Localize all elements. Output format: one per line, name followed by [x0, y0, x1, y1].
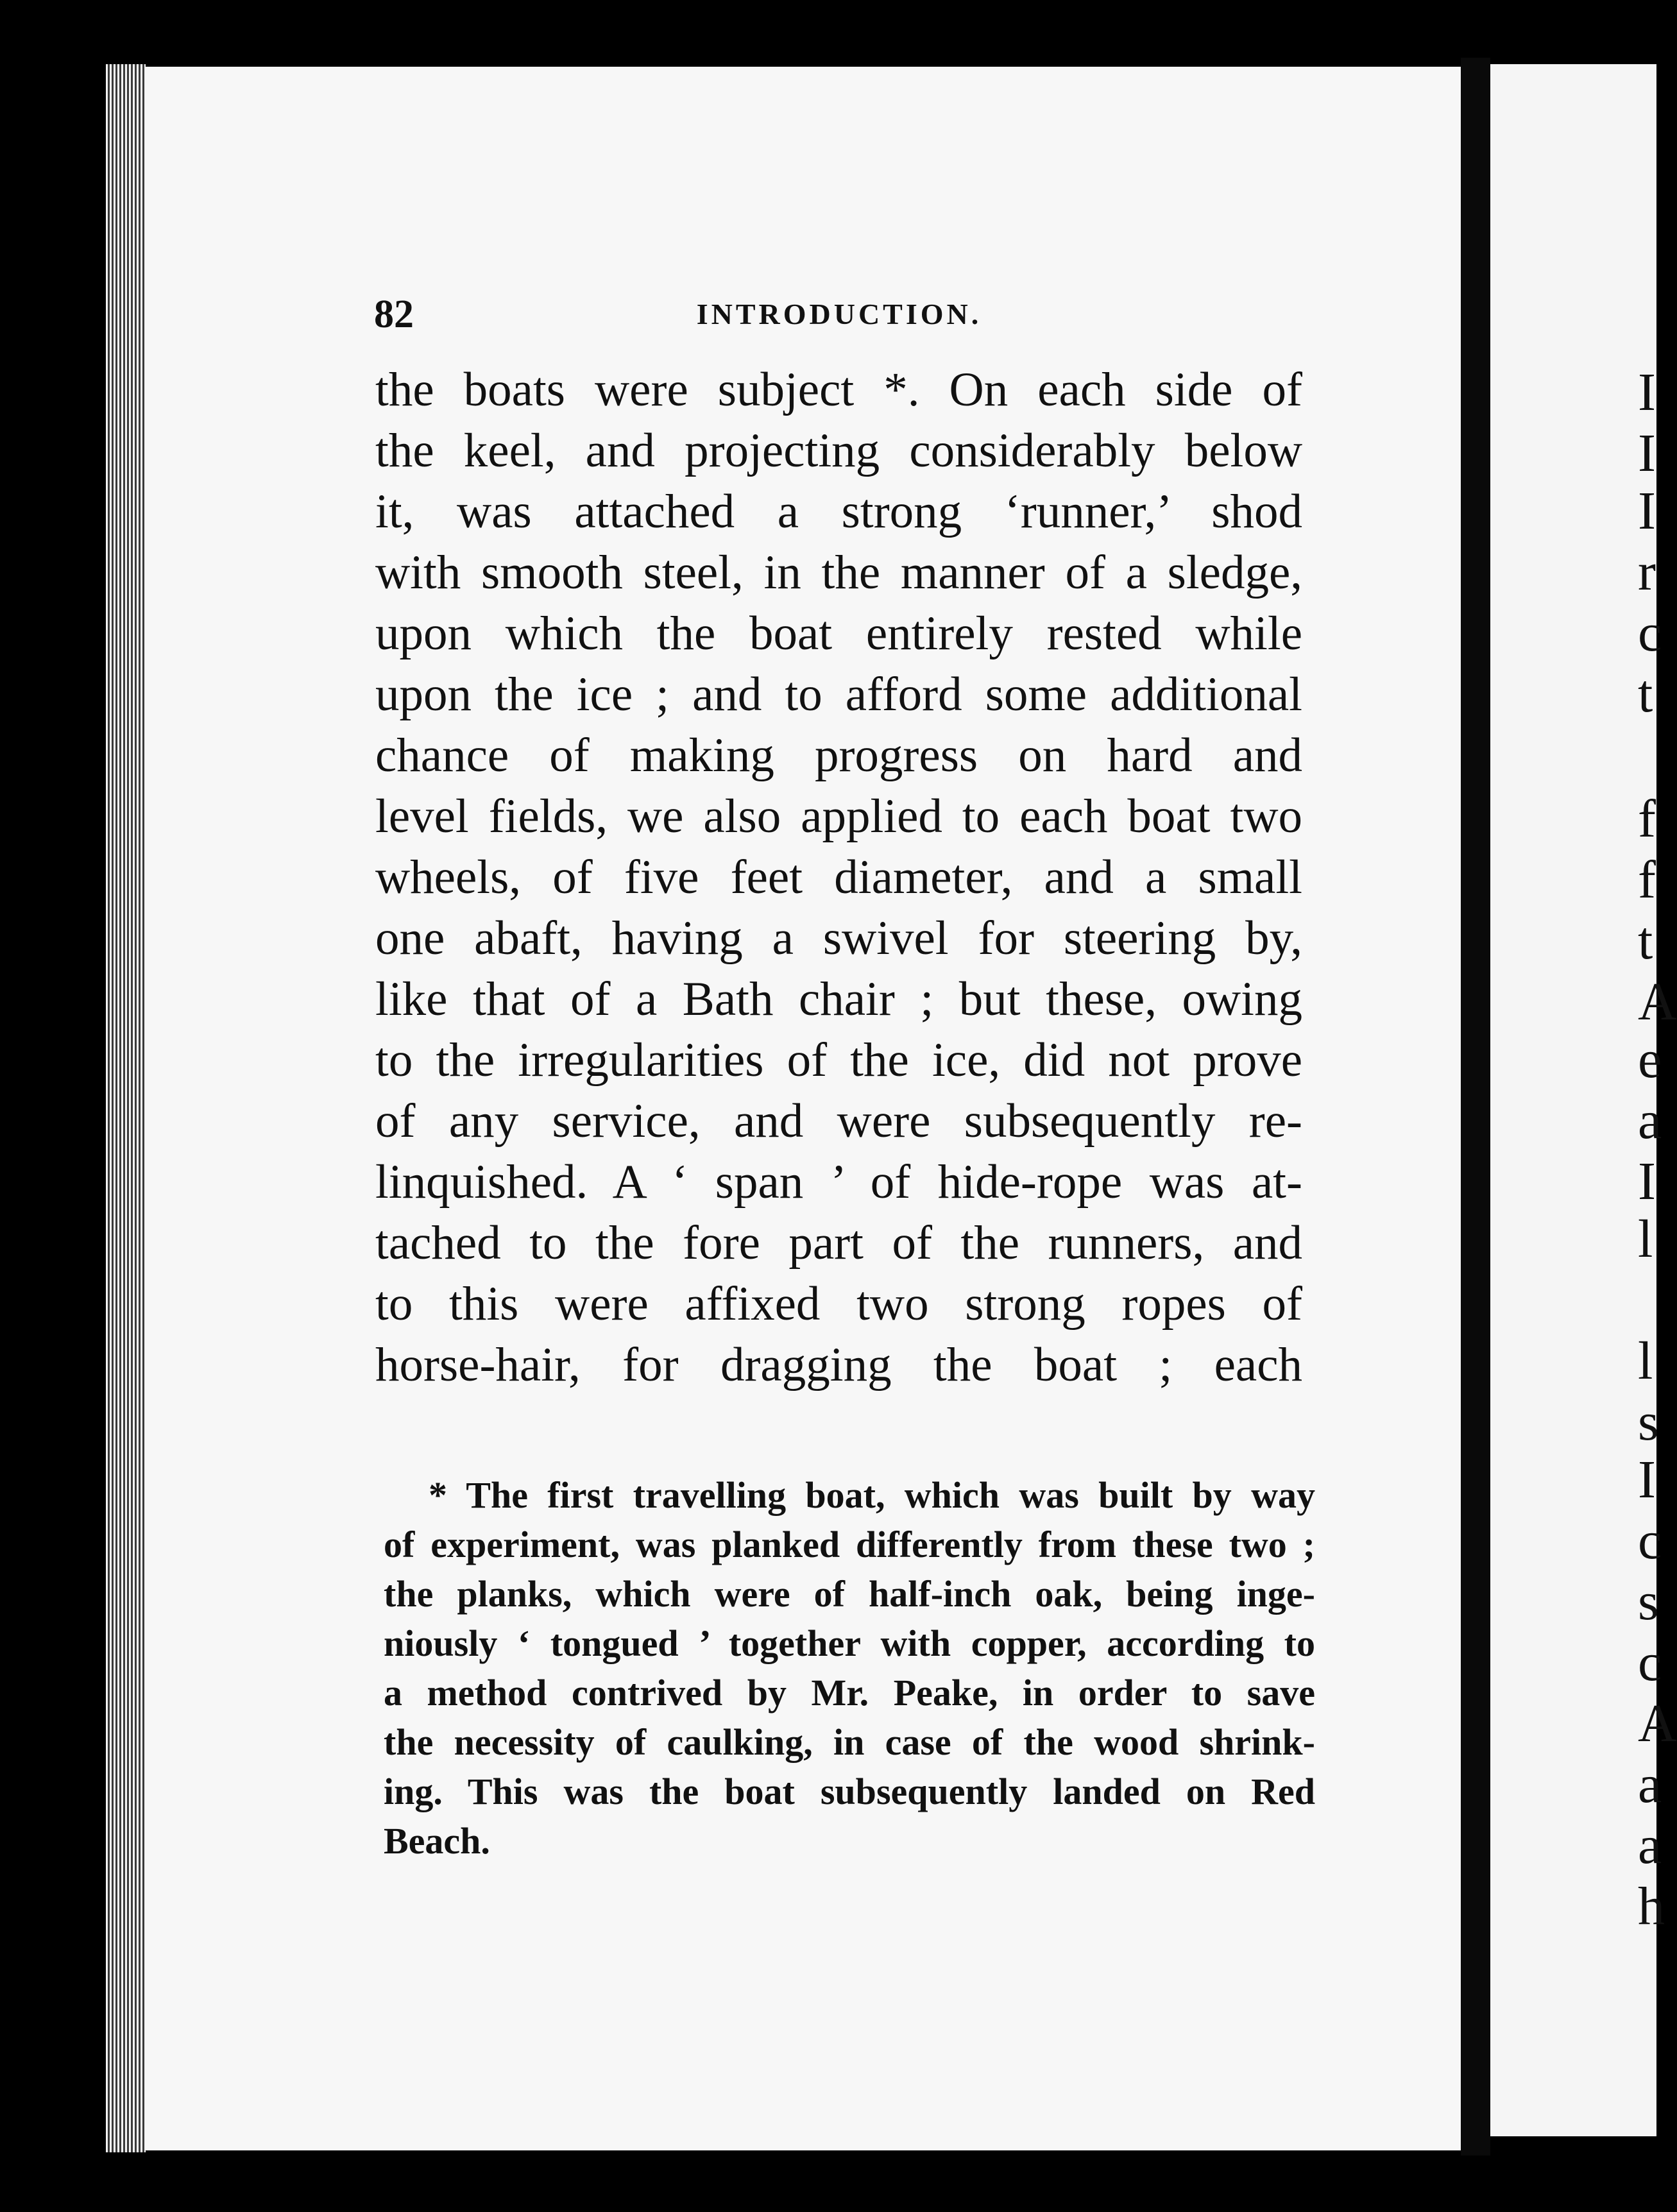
facing-letter: e: [1638, 1030, 1662, 1089]
running-head: [374, 292, 1304, 350]
body-line: with smooth steel, in the manner of a sledge,: [375, 546, 1302, 599]
footnote-line: of experiment, was planked differently from these two ;: [384, 1524, 1315, 1565]
body-line: like that of a Bath chair ; but these, owing: [375, 973, 1302, 1026]
body-line: to the irregularities of the ice, did not prove: [375, 1034, 1302, 1087]
facing-letter: a: [1638, 1755, 1662, 1814]
facing-letter: r: [1638, 542, 1656, 602]
facing-letter: A: [1638, 1694, 1677, 1753]
body-line: to this were affixed two strong ropes of: [375, 1277, 1302, 1331]
facing-letter: l: [1638, 1331, 1653, 1391]
body-line: chance of making progress on hard and: [375, 729, 1302, 782]
book-gutter: [1461, 58, 1490, 2156]
facing-letter: f: [1638, 789, 1656, 849]
facing-letter: I: [1638, 1152, 1656, 1211]
footnote-line: * The first travelling boat, which was built by way: [429, 1474, 1315, 1516]
facing-letter: c: [1638, 603, 1662, 663]
footnote-line: niously ‘ tongued ’ together with copper, according to: [384, 1622, 1315, 1664]
facing-page: [1490, 64, 1677, 2136]
facing-letter: t: [1638, 911, 1653, 971]
body-line: one abaft, having a swivel for steering by,: [375, 912, 1302, 965]
facing-letter: f: [1638, 850, 1656, 910]
body-line: tached to the fore part of the runners, and: [375, 1216, 1302, 1270]
facing-letter: I: [1638, 423, 1656, 483]
body-line: the keel, and projecting considerably below: [375, 424, 1302, 477]
facing-letter: t: [1638, 664, 1653, 724]
running-title: INTRODUCTION.: [696, 298, 982, 330]
footnote-line: the necessity of caulking, in case of the wood shrink-: [384, 1721, 1315, 1763]
facing-letter: s: [1638, 1572, 1659, 1631]
body-line: upon the ice ; and to afford some additional: [375, 668, 1302, 721]
body-text: [375, 359, 1302, 1395]
body-line: the boats were subject *. On each side of: [375, 363, 1302, 416]
facing-letter: a: [1638, 1091, 1662, 1150]
facing-letter: a: [1638, 1816, 1662, 1875]
footnote-line: the planks, which were of half-inch oak, being inge-: [384, 1573, 1315, 1615]
facing-letter: c: [1638, 1511, 1662, 1570]
facing-letter: I: [1638, 481, 1656, 541]
body-line: linquished. A ‘ span ’ of hide-rope was at-: [375, 1155, 1302, 1209]
footnote-line: a method contrived by Mr. Peake, in order to save: [384, 1672, 1315, 1714]
body-line: level fields, we also applied to each boat two: [375, 790, 1302, 843]
footnote: [384, 1470, 1315, 1866]
facing-letter: A: [1638, 972, 1677, 1032]
facing-letter: I: [1638, 362, 1656, 422]
facing-letter: l: [1638, 1209, 1653, 1269]
body-line: horse-hair, for dragging the boat ; each: [375, 1338, 1302, 1391]
facing-letter: s: [1638, 1392, 1659, 1452]
facing-letter: I: [1638, 1450, 1656, 1510]
page-number: 82: [374, 293, 414, 336]
body-line: upon which the boat entirely rested while: [375, 607, 1302, 660]
footnote-line: ing. This was the boat subsequently landed on Red: [384, 1771, 1315, 1812]
body-line: of any service, and were subsequently re-: [375, 1094, 1302, 1148]
book-page-edges: [106, 64, 146, 2152]
footnote-line: Beach.: [384, 1820, 490, 1862]
body-line: wheels, of five feet diameter, and a small: [375, 851, 1302, 904]
facing-letter: h: [1638, 1876, 1665, 1936]
body-line: it, was attached a strong ‘runner,’ shod: [375, 485, 1302, 538]
facing-letter: c: [1638, 1633, 1662, 1692]
